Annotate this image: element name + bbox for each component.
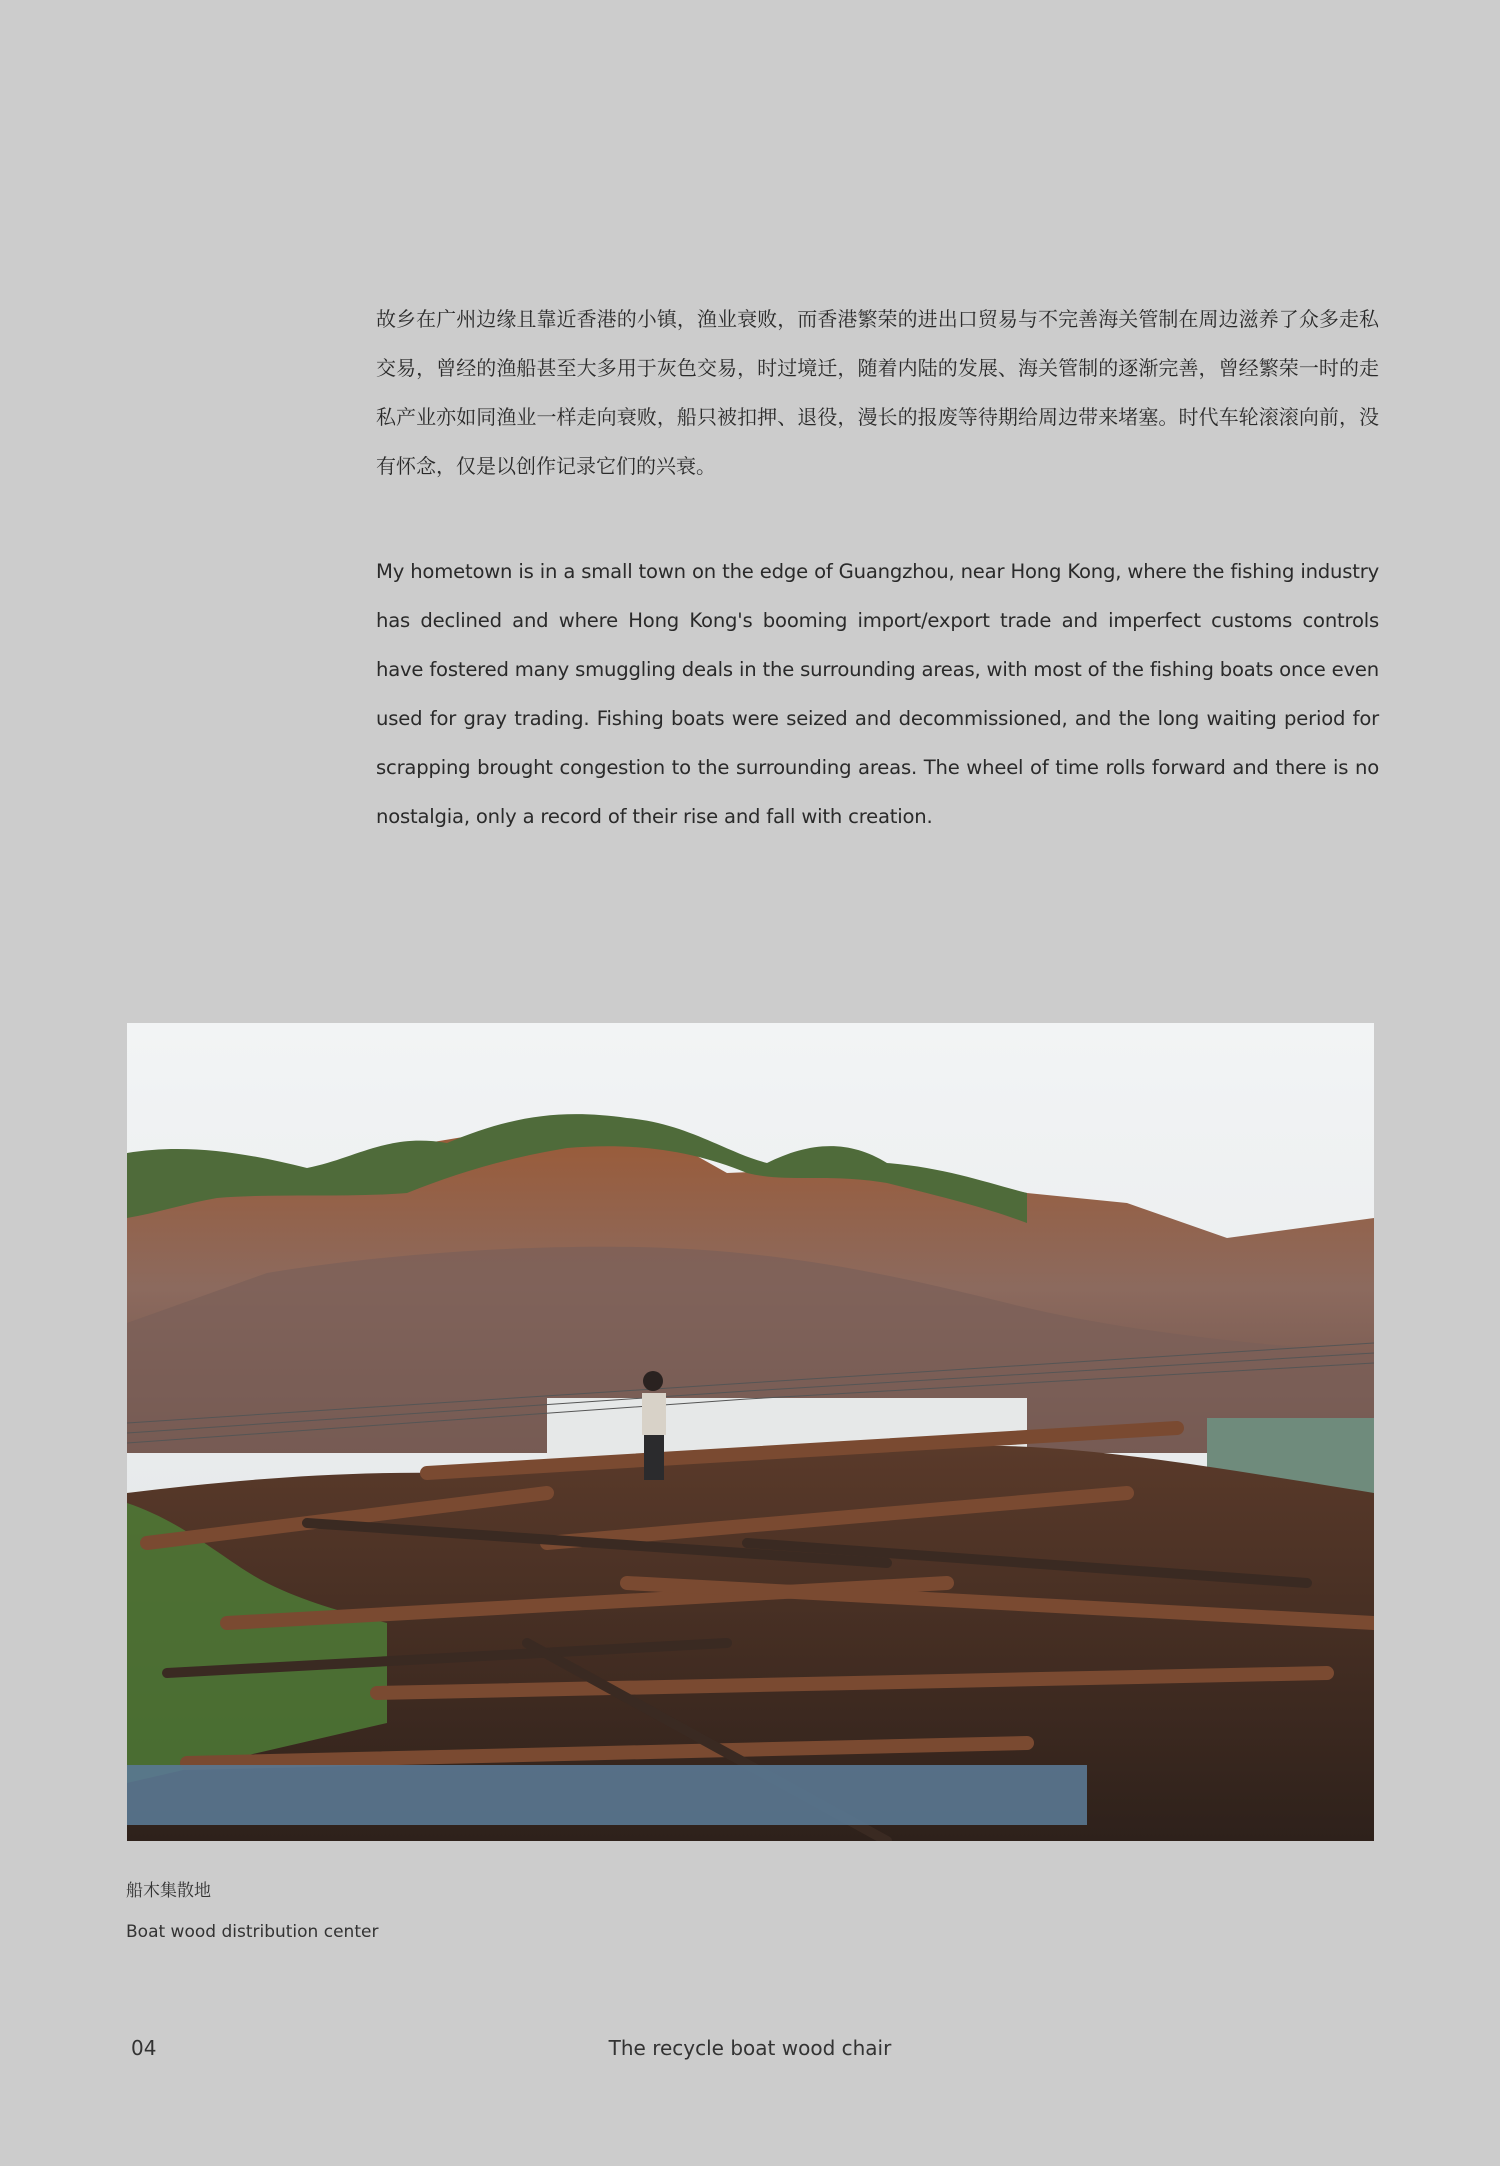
boat-wood-yard-photo: [127, 1023, 1374, 1841]
chinese-paragraph: 故乡在广州边缘且靠近香港的小镇，渔业衰败，而香港繁荣的进出口贸易与不完善海关管制在周边滋养了众多走私交易，曾经的渔船甚至大多用于灰色交易，时过境迁，随着内陆的发展、海关管制的逐渐完善，曾经繁荣一时的走私产业亦如同渔业一样走向衰败，船只被扣押、退役，漫长的报废等待期给周边带来堵塞。时代车轮滚滚向前，没有怀念，仅是以创作记录它们的兴衰。: [376, 307, 1379, 478]
document-title: The recycle boat wood chair: [608, 2036, 892, 2060]
blue-boat-hull: [127, 1765, 1087, 1825]
english-paragraph: My hometown is in a small town on the edge of Guangzhou, near Hong Kong, where the fishing industry has declined and where Hong Kong's booming import/export trade and imperfect customs controls have fostered many smuggling deals in the surrounding areas, with most of the fishing boats once even used for gray trading. Fishing boats were seized and decommissioned, and the long waiting period for scrapping brought congestion to the surrounding areas. The wheel of time rolls forward and there is no nostalgia, only a record of their rise and fall with creation.: [376, 560, 1379, 828]
photo-caption-english: Boat wood distribution center: [126, 1922, 379, 1942]
photo-caption-chinese: 船木集散地: [126, 1881, 211, 1901]
page-number: 04: [131, 2036, 157, 2060]
